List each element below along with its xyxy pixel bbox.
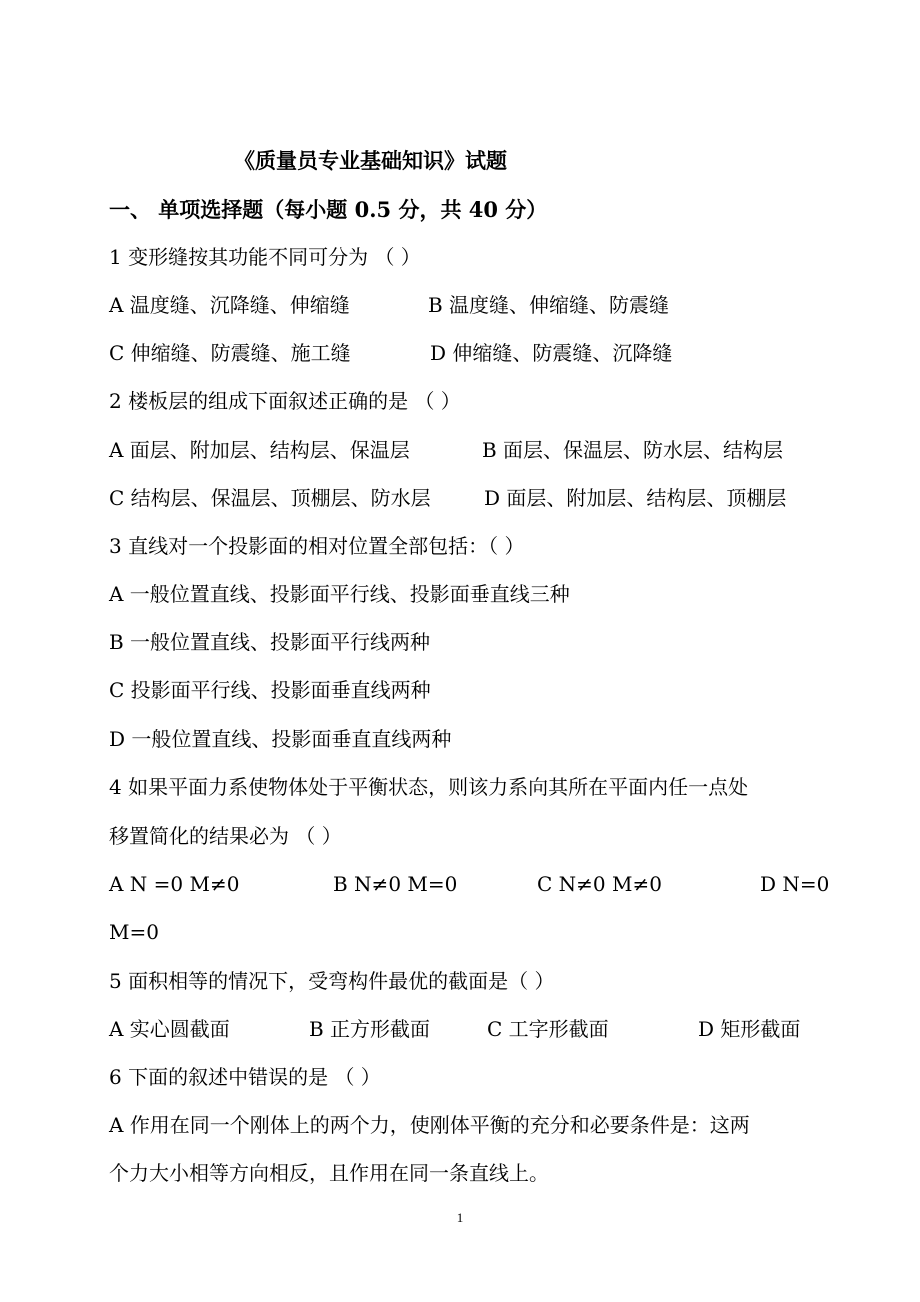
- question-4-stem-line-2: 移置简化的结果必为 （ ）: [109, 824, 342, 848]
- question-5-option-c: C 工字形截面: [487, 1017, 609, 1041]
- question-2-option-d: D 面层、附加层、结构层、顶棚层: [484, 486, 787, 510]
- section-heading: 一、 单项选择题（每小题 0.5 分，共 40 分）: [109, 197, 548, 222]
- question-1-option-c: C 伸缩缝、防震缝、施工缝: [109, 341, 351, 365]
- page-number: 1: [456, 1210, 464, 1225]
- question-1-option-d: D 伸缩缝、防震缝、沉降缝: [430, 341, 673, 365]
- question-2-stem: 2 楼板层的组成下面叙述正确的是 （ ）: [109, 389, 461, 413]
- question-1-stem: 1 变形缝按其功能不同可分为 （ ）: [109, 245, 421, 269]
- question-4-option-c: C N≠0 M≠0: [537, 872, 662, 896]
- question-5-option-a: A 实心圆截面: [109, 1017, 230, 1041]
- question-3-stem: 3 直线对一个投影面的相对位置全部包括：（ ）: [109, 534, 525, 558]
- question-1-option-b: B 温度缝、伸缩缝、防震缝: [428, 293, 670, 317]
- question-4-option-b: B N≠0 M=0: [333, 872, 458, 896]
- question-4-option-d-continuation: M=0: [109, 920, 159, 944]
- question-1-option-a: A 温度缝、沉降缝、伸缩缝: [109, 293, 350, 317]
- question-3-option-a: A 一般位置直线、投影面平行线、投影面垂直线三种: [109, 582, 570, 606]
- question-6-option-a-line-1: A 作用在同一个刚体上的两个力，使刚体平衡的充分和必要条件是：这两: [109, 1113, 750, 1137]
- question-3-option-b: B 一般位置直线、投影面平行线两种: [109, 630, 431, 654]
- question-2-option-c: C 结构层、保温层、顶棚层、防水层: [109, 486, 431, 510]
- question-5-option-b: B 正方形截面: [309, 1017, 431, 1041]
- question-3-option-d: D 一般位置直线、投影面垂直直线两种: [109, 727, 452, 751]
- question-6-stem: 6 下面的叙述中错误的是 （ ）: [109, 1065, 381, 1089]
- question-4-option-a: A N =0 M≠0: [109, 872, 240, 896]
- question-2-option-a: A 面层、附加层、结构层、保温层: [109, 438, 410, 462]
- question-4-option-d: D N=0: [760, 872, 830, 896]
- question-6-option-a-line-2: 个力大小相等方向相反，且作用在同一条直线上。: [109, 1161, 549, 1185]
- question-4-stem-line-1: 4 如果平面力系使物体处于平衡状态，则该力系向其所在平面内任一点处: [109, 775, 749, 799]
- question-5-option-d: D 矩形截面: [698, 1017, 801, 1041]
- question-5-stem: 5 面积相等的情况下，受弯构件最优的截面是（ ）: [109, 969, 555, 993]
- question-3-option-c: C 投影面平行线、投影面垂直线两种: [109, 678, 431, 702]
- document-title: 《质量员专业基础知识》试题: [234, 148, 507, 173]
- question-2-option-b: B 面层、保温层、防水层、结构层: [482, 438, 784, 462]
